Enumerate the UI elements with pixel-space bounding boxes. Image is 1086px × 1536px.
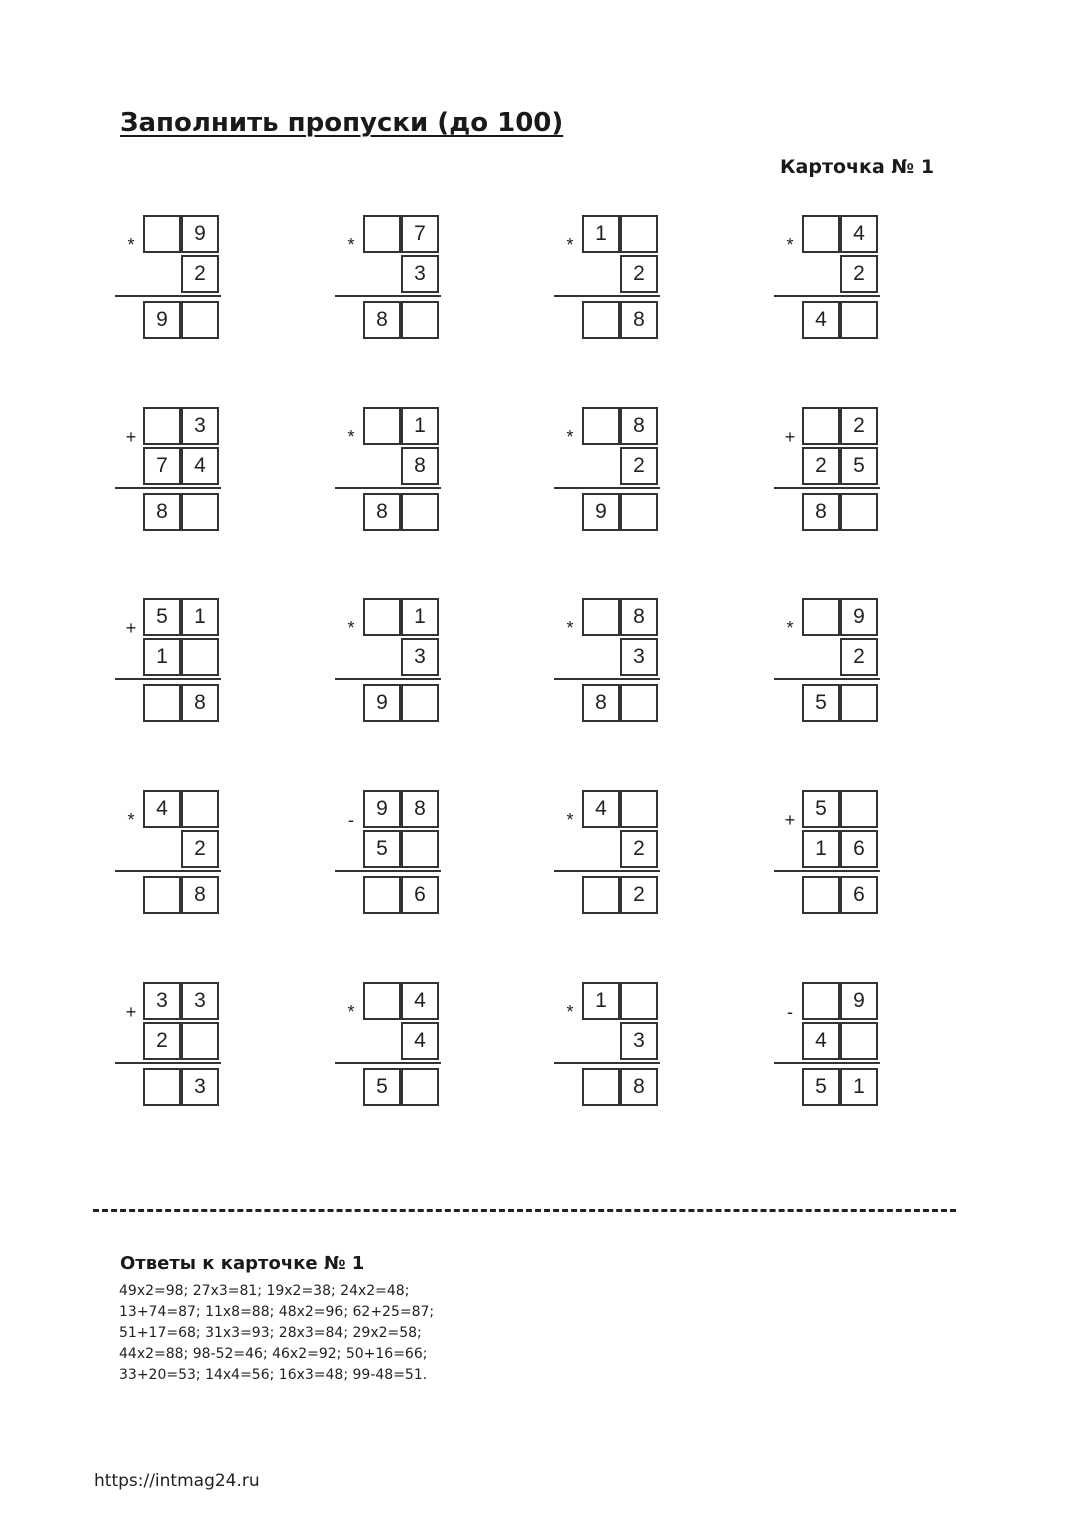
problem-card xyxy=(335,407,445,532)
digit-box[interactable]: 9 xyxy=(363,790,401,828)
result-line xyxy=(335,678,441,680)
digit-box[interactable] xyxy=(401,830,439,868)
problem-card xyxy=(554,790,664,915)
digit-box[interactable]: 2 xyxy=(620,255,658,293)
digit-box[interactable]: 5 xyxy=(802,1068,840,1106)
digit-box[interactable]: 2 xyxy=(143,1022,181,1060)
digit-box[interactable]: 4 xyxy=(181,447,219,485)
result-line xyxy=(335,295,441,297)
digit-box[interactable] xyxy=(840,684,878,722)
digit-box[interactable] xyxy=(582,598,620,636)
digit-box[interactable]: 5 xyxy=(802,684,840,722)
empty-space xyxy=(582,447,620,485)
operator-sign: * xyxy=(347,235,355,255)
digit-box[interactable]: 4 xyxy=(582,790,620,828)
digit-box[interactable] xyxy=(143,407,181,445)
digit-box[interactable]: 8 xyxy=(620,407,658,445)
digit-box[interactable] xyxy=(181,638,219,676)
result-line xyxy=(335,870,441,872)
digit-box[interactable] xyxy=(363,876,401,914)
digit-box[interactable] xyxy=(840,493,878,531)
problem-card xyxy=(774,215,884,340)
digit-box[interactable] xyxy=(620,982,658,1020)
digit-box[interactable]: 3 xyxy=(181,407,219,445)
result-line xyxy=(554,678,660,680)
digit-box[interactable] xyxy=(840,301,878,339)
digit-box[interactable] xyxy=(840,1022,878,1060)
operator-sign: - xyxy=(787,1002,793,1022)
problem-card xyxy=(115,598,225,723)
empty-space xyxy=(363,1022,401,1060)
digit-box[interactable]: 8 xyxy=(401,447,439,485)
digit-box[interactable]: 2 xyxy=(802,447,840,485)
digit-box[interactable]: 4 xyxy=(840,215,878,253)
digit-box[interactable] xyxy=(802,598,840,636)
digit-box[interactable]: 8 xyxy=(363,493,401,531)
digit-box[interactable]: 3 xyxy=(181,982,219,1020)
result-line xyxy=(774,678,880,680)
operator-sign: * xyxy=(347,1002,355,1022)
digit-box[interactable]: 1 xyxy=(401,598,439,636)
result-line xyxy=(554,487,660,489)
digit-box[interactable]: 2 xyxy=(620,830,658,868)
problem-card xyxy=(335,598,445,723)
result-line xyxy=(554,295,660,297)
digit-box[interactable]: 8 xyxy=(620,598,658,636)
empty-space xyxy=(363,255,401,293)
digit-box[interactable]: 9 xyxy=(840,598,878,636)
digit-box[interactable]: 6 xyxy=(401,876,439,914)
operator-sign: + xyxy=(125,1002,137,1022)
digit-box[interactable] xyxy=(363,215,401,253)
digit-box[interactable]: 6 xyxy=(840,830,878,868)
digit-box[interactable] xyxy=(802,982,840,1020)
empty-space xyxy=(802,638,840,676)
empty-space xyxy=(582,830,620,868)
digit-box[interactable] xyxy=(802,407,840,445)
empty-space xyxy=(143,830,181,868)
result-line xyxy=(335,487,441,489)
problem-card xyxy=(774,982,884,1107)
result-line xyxy=(554,1062,660,1064)
result-line xyxy=(774,487,880,489)
digit-box[interactable] xyxy=(620,684,658,722)
result-line xyxy=(115,1062,221,1064)
digit-box[interactable]: 2 xyxy=(620,876,658,914)
operator-sign: * xyxy=(566,1002,574,1022)
operator-sign: * xyxy=(347,618,355,638)
empty-space xyxy=(582,638,620,676)
digit-box[interactable]: 1 xyxy=(840,1068,878,1106)
digit-box[interactable]: 9 xyxy=(181,215,219,253)
digit-box[interactable]: 4 xyxy=(802,1022,840,1060)
digit-box[interactable] xyxy=(620,215,658,253)
digit-box[interactable]: 8 xyxy=(620,1068,658,1106)
operator-sign: * xyxy=(786,235,794,255)
digit-box[interactable] xyxy=(181,493,219,531)
digit-box[interactable]: 4 xyxy=(802,301,840,339)
digit-box[interactable]: 4 xyxy=(143,790,181,828)
digit-box[interactable]: 6 xyxy=(840,876,878,914)
problem-card xyxy=(774,598,884,723)
digit-box[interactable] xyxy=(181,790,219,828)
digit-box[interactable]: 4 xyxy=(401,1022,439,1060)
digit-box[interactable]: 2 xyxy=(181,830,219,868)
problem-card xyxy=(115,407,225,532)
digit-box[interactable]: 2 xyxy=(840,638,878,676)
digit-box[interactable]: 2 xyxy=(840,407,878,445)
digit-box[interactable] xyxy=(143,215,181,253)
digit-box[interactable]: 3 xyxy=(181,1068,219,1106)
digit-box[interactable]: 2 xyxy=(181,255,219,293)
digit-box[interactable] xyxy=(401,1068,439,1106)
digit-box[interactable] xyxy=(363,407,401,445)
digit-box[interactable]: 5 xyxy=(363,830,401,868)
digit-box[interactable]: 4 xyxy=(401,982,439,1020)
answers-line: 49x2=98; 27x3=81; 19x2=38; 24x2=48; xyxy=(119,1283,410,1299)
digit-box[interactable]: 3 xyxy=(143,982,181,1020)
digit-box[interactable]: 3 xyxy=(620,1022,658,1060)
answers-line: 44x2=88; 98-52=46; 46x2=92; 50+16=66; xyxy=(119,1346,428,1362)
cut-line-divider xyxy=(93,1209,956,1212)
digit-box[interactable] xyxy=(363,982,401,1020)
digit-box[interactable]: 3 xyxy=(620,638,658,676)
digit-box[interactable]: 8 xyxy=(143,493,181,531)
problem-card xyxy=(115,790,225,915)
digit-box[interactable]: 9 xyxy=(840,982,878,1020)
digit-box[interactable] xyxy=(802,215,840,253)
digit-box[interactable]: 1 xyxy=(401,407,439,445)
problem-card xyxy=(774,790,884,915)
digit-box[interactable]: 2 xyxy=(620,447,658,485)
result-line xyxy=(774,295,880,297)
digit-box[interactable] xyxy=(401,301,439,339)
operator-sign: + xyxy=(784,427,796,447)
result-line xyxy=(115,870,221,872)
digit-box[interactable]: 5 xyxy=(143,598,181,636)
answers-line: 33+20=53; 14x4=56; 16x3=48; 99-48=51. xyxy=(119,1367,428,1383)
answers-title: Ответы к карточке № 1 xyxy=(120,1253,365,1274)
operator-sign: + xyxy=(125,427,137,447)
empty-space xyxy=(363,638,401,676)
operator-sign: * xyxy=(786,618,794,638)
digit-box[interactable] xyxy=(181,301,219,339)
footer-url: https://intmag24.ru xyxy=(94,1471,260,1491)
digit-box[interactable]: 8 xyxy=(363,301,401,339)
digit-box[interactable]: 3 xyxy=(401,255,439,293)
digit-box[interactable]: 8 xyxy=(181,876,219,914)
digit-box[interactable]: 5 xyxy=(840,447,878,485)
digit-box[interactable] xyxy=(363,598,401,636)
digit-box[interactable] xyxy=(582,407,620,445)
digit-box[interactable]: 9 xyxy=(363,684,401,722)
digit-box[interactable]: 8 xyxy=(181,684,219,722)
empty-space xyxy=(802,255,840,293)
result-line xyxy=(115,295,221,297)
result-line xyxy=(774,870,880,872)
digit-box[interactable] xyxy=(181,1022,219,1060)
digit-box[interactable] xyxy=(840,790,878,828)
digit-box[interactable]: 1 xyxy=(802,830,840,868)
page-title: Заполнить пропуски (до 100) xyxy=(120,108,564,138)
digit-box[interactable]: 8 xyxy=(401,790,439,828)
operator-sign: * xyxy=(127,810,135,830)
digit-box[interactable] xyxy=(582,876,620,914)
digit-box[interactable] xyxy=(401,684,439,722)
digit-box[interactable]: 1 xyxy=(582,982,620,1020)
problem-card xyxy=(335,215,445,340)
result-line xyxy=(115,678,221,680)
digit-box[interactable] xyxy=(620,493,658,531)
digit-box[interactable] xyxy=(143,876,181,914)
empty-space xyxy=(143,255,181,293)
problem-card xyxy=(554,982,664,1107)
problem-card xyxy=(554,215,664,340)
operator-sign: + xyxy=(125,618,137,638)
operator-sign: * xyxy=(566,235,574,255)
digit-box[interactable]: 5 xyxy=(363,1068,401,1106)
problem-card xyxy=(335,790,445,915)
digit-box[interactable]: 9 xyxy=(582,493,620,531)
digit-box[interactable]: 9 xyxy=(143,301,181,339)
problem-card xyxy=(774,407,884,532)
digit-box[interactable] xyxy=(143,1068,181,1106)
digit-box[interactable]: 8 xyxy=(620,301,658,339)
digit-box[interactable]: 8 xyxy=(802,493,840,531)
answers-line: 51+17=68; 31x3=93; 28x3=84; 29x2=58; xyxy=(119,1325,422,1341)
problem-card xyxy=(335,982,445,1107)
problem-card xyxy=(554,407,664,532)
empty-space xyxy=(582,1022,620,1060)
digit-box[interactable] xyxy=(620,790,658,828)
operator-sign: * xyxy=(566,618,574,638)
problem-card xyxy=(115,215,225,340)
result-line xyxy=(554,870,660,872)
digit-box[interactable] xyxy=(401,493,439,531)
operator-sign: * xyxy=(347,427,355,447)
answers-line: 13+74=87; 11x8=88; 48x2=96; 62+25=87; xyxy=(119,1304,435,1320)
operator-sign: - xyxy=(348,810,354,830)
digit-box[interactable]: 1 xyxy=(181,598,219,636)
digit-box[interactable] xyxy=(582,1068,620,1106)
digit-box[interactable] xyxy=(802,876,840,914)
digit-box[interactable]: 8 xyxy=(582,684,620,722)
digit-box[interactable] xyxy=(582,301,620,339)
result-line xyxy=(774,1062,880,1064)
digit-box[interactable]: 7 xyxy=(401,215,439,253)
operator-sign: * xyxy=(127,235,135,255)
operator-sign: * xyxy=(566,810,574,830)
operator-sign: * xyxy=(566,427,574,447)
result-line xyxy=(335,1062,441,1064)
digit-box[interactable]: 3 xyxy=(401,638,439,676)
problem-card xyxy=(554,598,664,723)
empty-space xyxy=(582,255,620,293)
problem-card xyxy=(115,982,225,1107)
digit-box[interactable] xyxy=(143,684,181,722)
digit-box[interactable]: 1 xyxy=(582,215,620,253)
digit-box[interactable]: 2 xyxy=(840,255,878,293)
result-line xyxy=(115,487,221,489)
digit-box[interactable]: 7 xyxy=(143,447,181,485)
empty-space xyxy=(363,447,401,485)
digit-box[interactable]: 1 xyxy=(143,638,181,676)
card-number: Карточка № 1 xyxy=(780,156,935,178)
digit-box[interactable]: 5 xyxy=(802,790,840,828)
operator-sign: + xyxy=(784,810,796,830)
